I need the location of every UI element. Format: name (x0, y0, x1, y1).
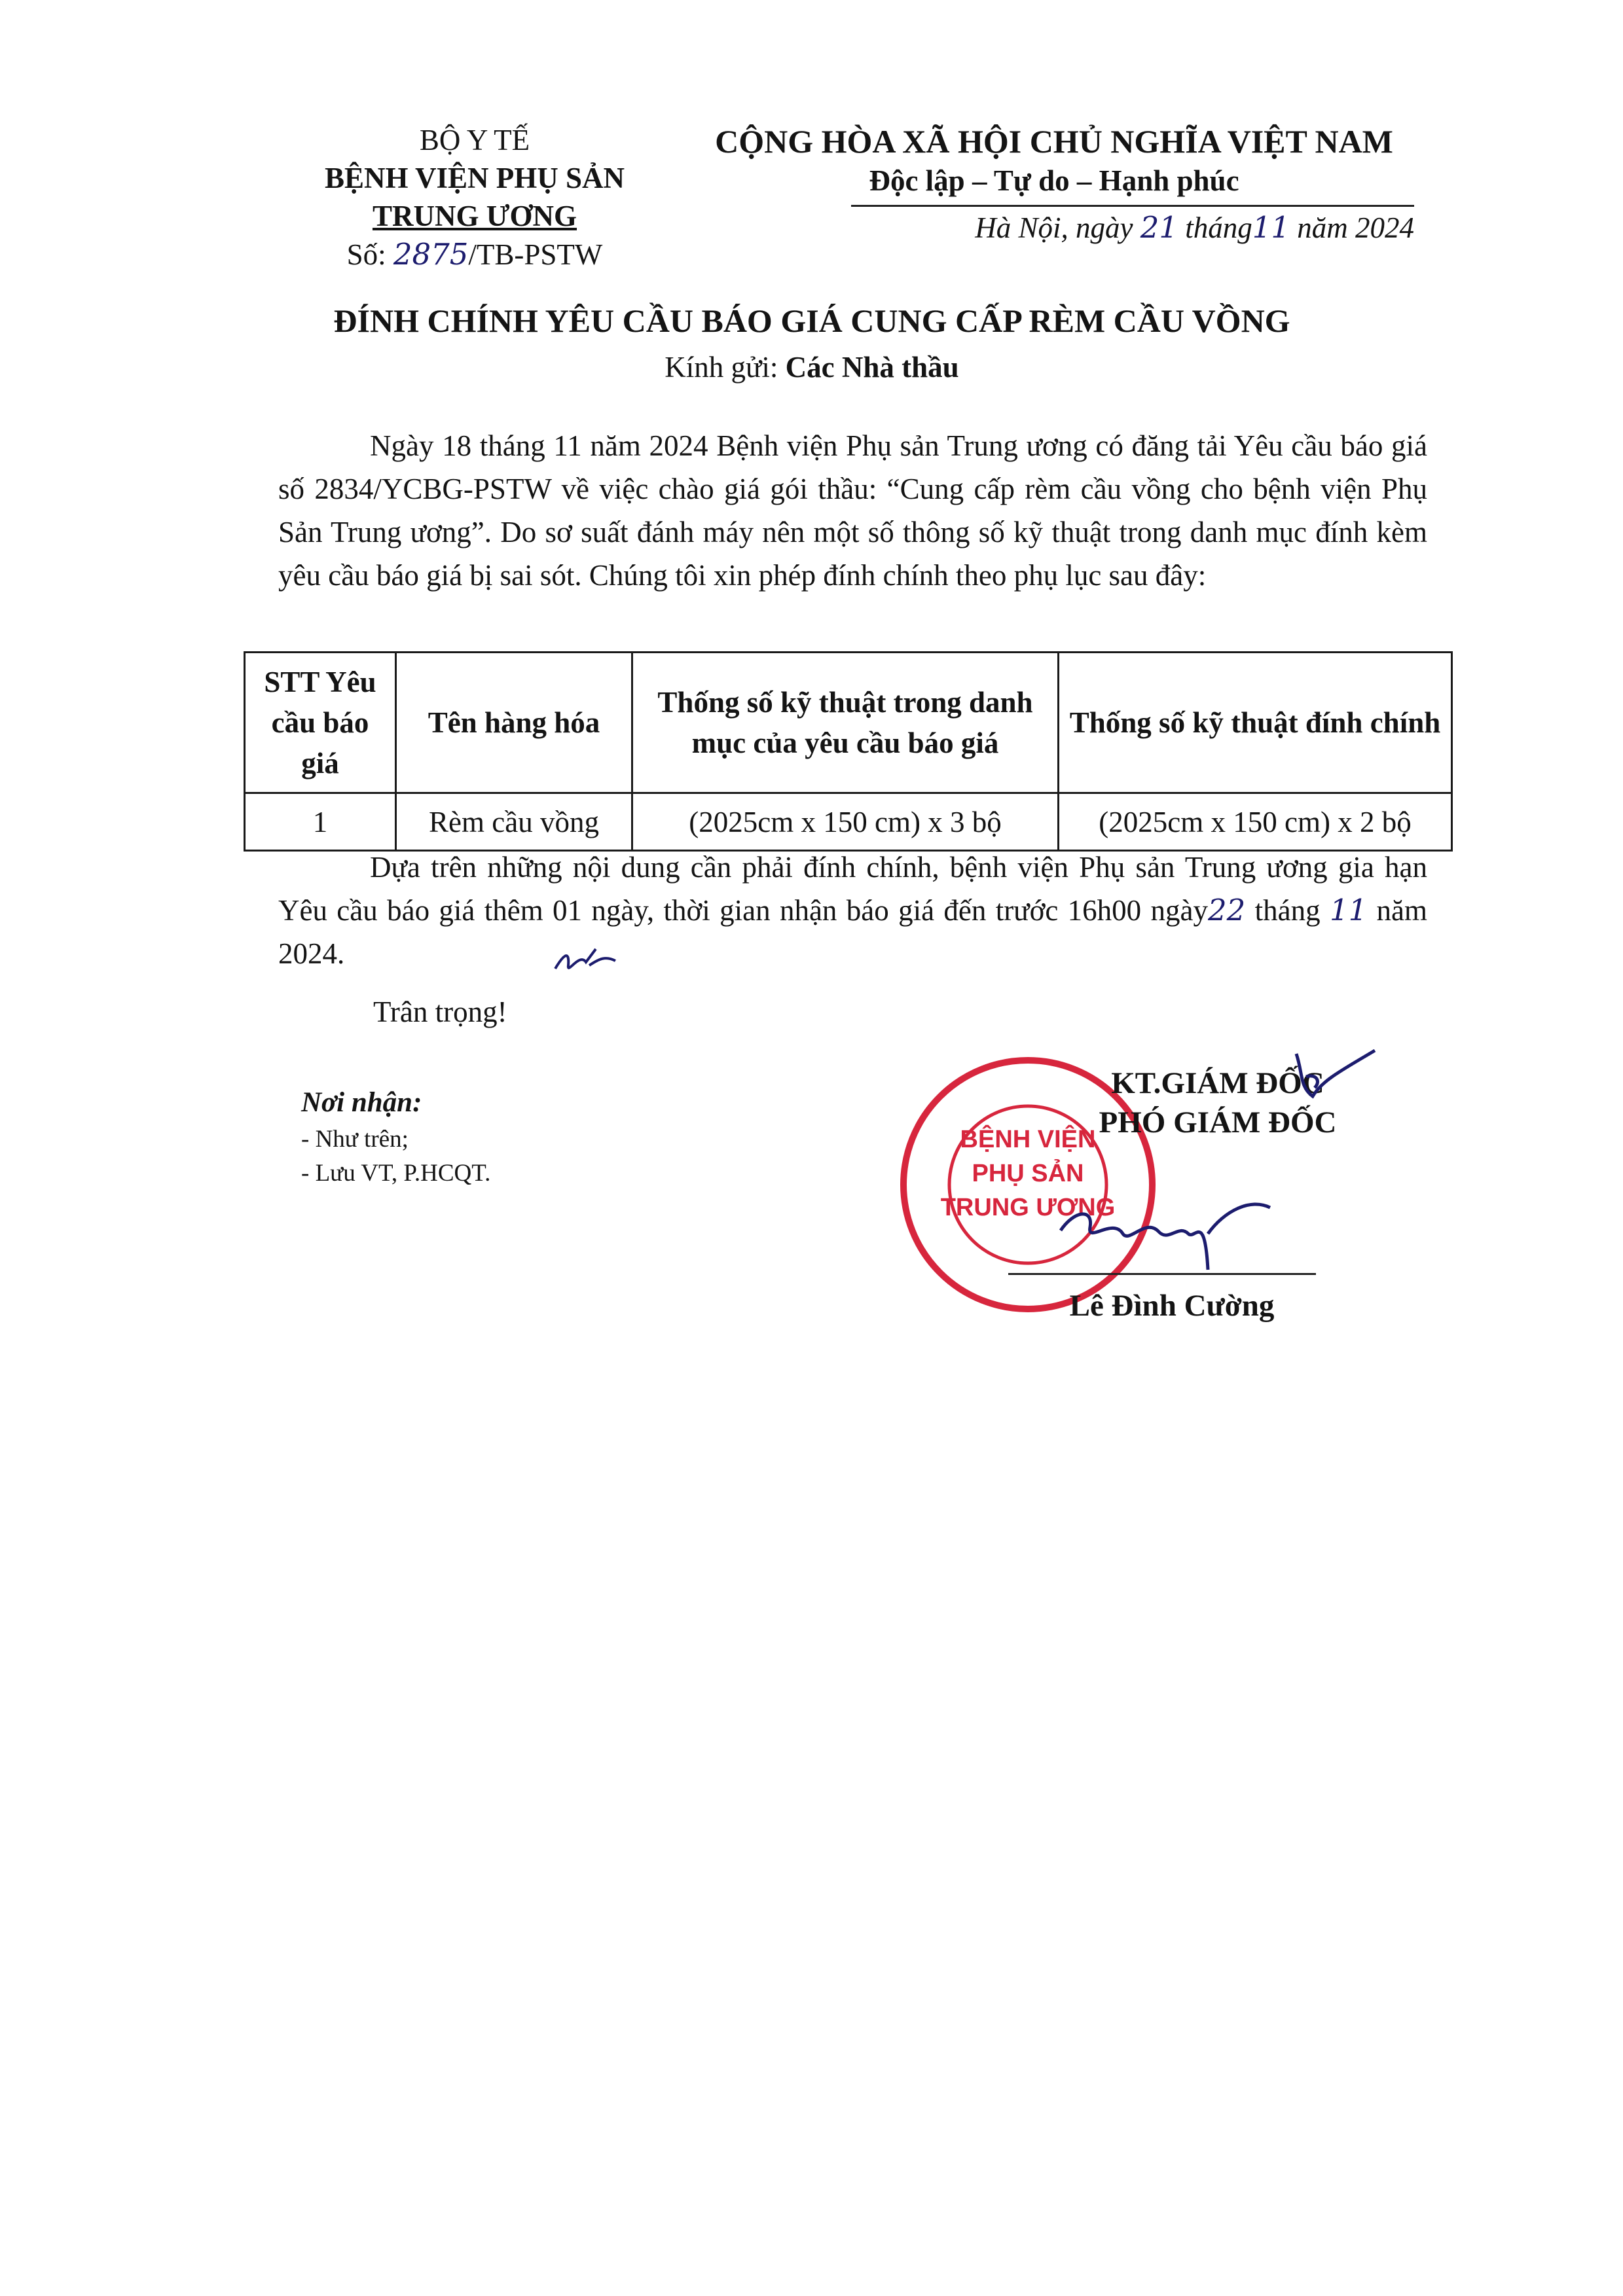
header-stt: STT Yêu cầu báo giá (245, 653, 396, 793)
deadline-year: năm 2024. (278, 894, 1428, 970)
hospital-name-line2: TRUNG ƯƠNG (372, 200, 577, 232)
stamp-line1: BỆNH VIỆN (960, 1126, 1096, 1153)
hospital-name-line1: BỆNH VIỆN PHỤ SẢN (325, 162, 625, 194)
header-original-spec: Thống số kỹ thuật trong danh mục của yêu cầu báo giá (632, 653, 1059, 793)
deadline-day: 22 (1208, 893, 1246, 927)
date-place: Hà Nội, ngày (975, 211, 1133, 244)
cell-original-spec: (2025cm x 150 cm) x 3 bộ (632, 793, 1059, 851)
stamp-line3: TRUNG ƯƠNG (940, 1194, 1116, 1221)
cell-corrected-spec: (2025cm x 150 cm) x 2 bộ (1059, 793, 1452, 851)
signature-block (969, 1064, 1467, 1142)
date-day: 21 (1140, 210, 1178, 245)
date-year: năm 2024 (1297, 211, 1414, 244)
date-month-label: tháng (1185, 211, 1252, 244)
ministry-name: BỘ Y TẾ (419, 124, 530, 156)
signer-name: Lê Đình Cường (1069, 1289, 1275, 1323)
paragraph-1-text: Ngày 18 tháng 11 năm 2024 Bệnh viện Phụ sản Trung ương có đăng tải Yêu cầu báo giá số 2834/YCBG-PSTW về việc chào giá gói thầu: “Cung cấp rèm cầu vồng cho bệnh viện Phụ Sản Trung ương”. Do sơ suất đánh máy nên một số thông số kỹ thuật trong danh mục đính kèm yêu cầu báo giá bị sai sót. Chúng tôi xin phép đính chính theo phụ lục sau đây: (278, 429, 1427, 592)
table-row (245, 793, 1452, 851)
header-item-name: Tên hàng hóa (396, 653, 632, 793)
closing-text: Trân trọng! (373, 996, 507, 1028)
signer-title-2: PHÓ GIÁM ĐỐC (1099, 1105, 1337, 1139)
recipient-item: - Lưu VT, P.HCQT. (301, 1160, 491, 1187)
number-handwritten: 2875 (393, 237, 469, 272)
paragraph-2 (278, 846, 1427, 975)
deadline-month: 11 (1329, 893, 1368, 927)
spec-table (244, 651, 1453, 852)
date-month: 11 (1252, 210, 1290, 245)
motto: Độc lập – Tự do – Hạnh phúc (869, 164, 1239, 197)
organization-block (282, 121, 668, 235)
paragraph-1 (278, 424, 1427, 597)
nation-name: CỘNG HÒA XÃ HỘI CHỦ NGHĨA VIỆT NAM (715, 123, 1393, 160)
recipients-block (301, 1083, 759, 1191)
number-suffix: /TB-PSTW (468, 238, 603, 271)
nation-block (694, 121, 1414, 200)
recipient-item: - Như trên; (301, 1126, 409, 1153)
initial-mark (550, 936, 622, 982)
cell-stt: 1 (245, 793, 396, 851)
deadline-month-label: tháng (1254, 894, 1321, 927)
motto-underline (851, 205, 1414, 207)
recipient-name: Các Nhà thầu (785, 351, 959, 384)
recipients-label: Nơi nhận: (301, 1087, 422, 1118)
stamp-line2: PHỤ SẢN (972, 1160, 1084, 1187)
number-prefix: Số: (346, 238, 386, 271)
cell-item-name: Rèm cầu vồng (396, 793, 632, 851)
document-number (282, 237, 668, 272)
signature-rule (1008, 1273, 1316, 1275)
header-corrected-spec: Thống số kỹ thuật đính chính (1059, 653, 1452, 793)
approval-check-mark (1283, 1034, 1381, 1106)
handwritten-signature (1054, 1172, 1329, 1289)
table-header-row (245, 653, 1452, 793)
document-title: ĐÍNH CHÍNH YÊU CẦU BÁO GIÁ CUNG CẤP RÈM CẦU VỒNG (333, 302, 1290, 339)
paragraph-2-text: Dựa trên những nội dung cần phải đính chính, bệnh viện Phụ sản Trung ương gia hạn Yêu cầu báo giá thêm 01 ngày, thời gian nhận báo giá đến trước 16h00 ngày (278, 851, 1427, 927)
recipient-label: Kính gửi: (665, 351, 778, 384)
recipient-line (196, 347, 1427, 387)
signer-title-1: KT.GIÁM ĐỐC (1111, 1066, 1324, 1100)
date-line (694, 208, 1414, 247)
